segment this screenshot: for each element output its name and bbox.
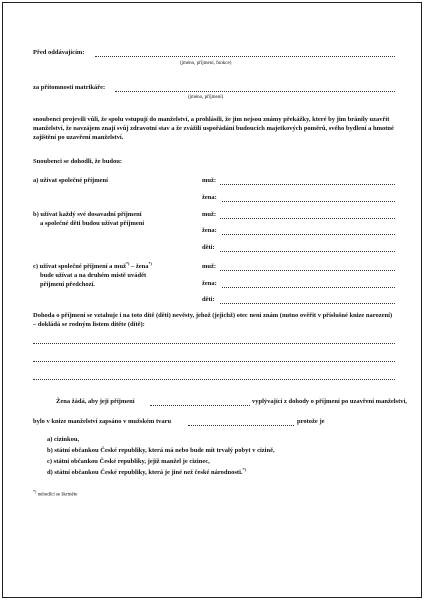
footnote-mark: *)	[33, 489, 37, 494]
matrikar-field[interactable]	[115, 91, 395, 92]
reason-b: b) státní občankou České republiky, která má nebo bude mít trvalý pobyt v cizině,	[47, 447, 275, 454]
woman-request-line2-end: protože je	[297, 418, 325, 425]
b-deti-field[interactable]	[220, 251, 395, 252]
option-c-line1	[33, 261, 152, 271]
option-b-line1: b) užívat každý své dosavadní příjmení	[33, 211, 142, 218]
male-form-field[interactable]	[188, 425, 294, 426]
woman-request-line2-start: bylo v knize manželství zapsáno v mužském tvaru	[33, 418, 172, 425]
child-agreement-text: Dohoda o příjmení se vztahuje i na toto dítě (děti) nevěsty, jehož (jejichž) otec není znám (nutno ověřit v příslušné knize narození) – dokládá se rodným listem dítěte (dítě):	[33, 312, 393, 328]
option-c-line1-text: c) užívat společné příjmení a muž	[33, 263, 126, 271]
child-field-2[interactable]	[33, 361, 395, 362]
matrikar-hint: (jméno, příjmení)	[188, 95, 224, 100]
pred-hint: (jméno, příjmení, funkce)	[180, 61, 232, 66]
a-zena-field[interactable]	[222, 201, 395, 202]
footnote-mark: *)	[148, 261, 152, 266]
c-zena-field[interactable]	[222, 287, 395, 288]
c-zena-label: žena:	[202, 280, 217, 287]
footnote-mark: *)	[125, 261, 130, 266]
c-deti-label: děti:	[202, 296, 215, 303]
pred-field[interactable]	[95, 56, 395, 57]
agreement-intro: Snoubenci se dohodli, že budou:	[33, 158, 123, 165]
b-deti-label: děti:	[202, 244, 215, 251]
child-field-3[interactable]	[33, 379, 395, 380]
declaration-text: snoubenci projevili vůli, že spolu vstupují do manželství, a prohlásili, že jim nejsou známy překážky, které by jim bránily uzavřít manželství, že navzájem znají svůj zdravotní stav a že zvážili uspořádání budoucích majetkových poměrů, svého bydlení a hmotné zajištění po uzavření manželství.	[33, 116, 394, 141]
reason-c: c) státní občankou České republiky, jejíž manžel je cizinec,	[47, 458, 210, 465]
matrikar-label: za přítomnosti matrikáře:	[33, 84, 106, 91]
c-muz-field[interactable]	[220, 270, 395, 271]
woman-request-start: Žena žádá, aby její příjmení	[56, 398, 135, 405]
option-c-line3: příjmení předchozí.	[40, 281, 95, 288]
option-c-line2: bude užívat a na druhém místě uvádět	[40, 272, 147, 279]
c-muz-label: muž:	[202, 263, 217, 270]
c-deti-field[interactable]	[220, 303, 395, 304]
a-muz-label: muž:	[202, 177, 217, 184]
footnote-mark: *)	[242, 467, 246, 472]
child-field-1[interactable]	[33, 343, 395, 344]
option-a-label: a) užívat společné příjmení	[33, 177, 108, 184]
b-muz-label: muž:	[202, 211, 217, 218]
woman-surname-field[interactable]	[150, 405, 250, 406]
pred-label: Před oddávajícím:	[33, 49, 85, 56]
a-zena-label: žena:	[202, 194, 217, 201]
reason-d: d) státní občankou České republiky, která je jiné než české národnosti.	[47, 469, 243, 477]
b-muz-field[interactable]	[220, 218, 395, 219]
woman-request-end: vyplývající z dohody o příjmení po uzavření manželství,	[252, 398, 407, 405]
footnote-text: nehodící se škrtněte	[37, 492, 78, 498]
option-b-line2: a společné děti budou užívat příjmení	[40, 220, 145, 227]
b-zena-field[interactable]	[222, 234, 395, 235]
reason-a: a) cizinkou,	[47, 436, 80, 443]
b-zena-label: žena:	[202, 227, 217, 234]
option-c-line1-tail: – žena	[129, 263, 149, 271]
a-muz-field[interactable]	[220, 184, 395, 185]
